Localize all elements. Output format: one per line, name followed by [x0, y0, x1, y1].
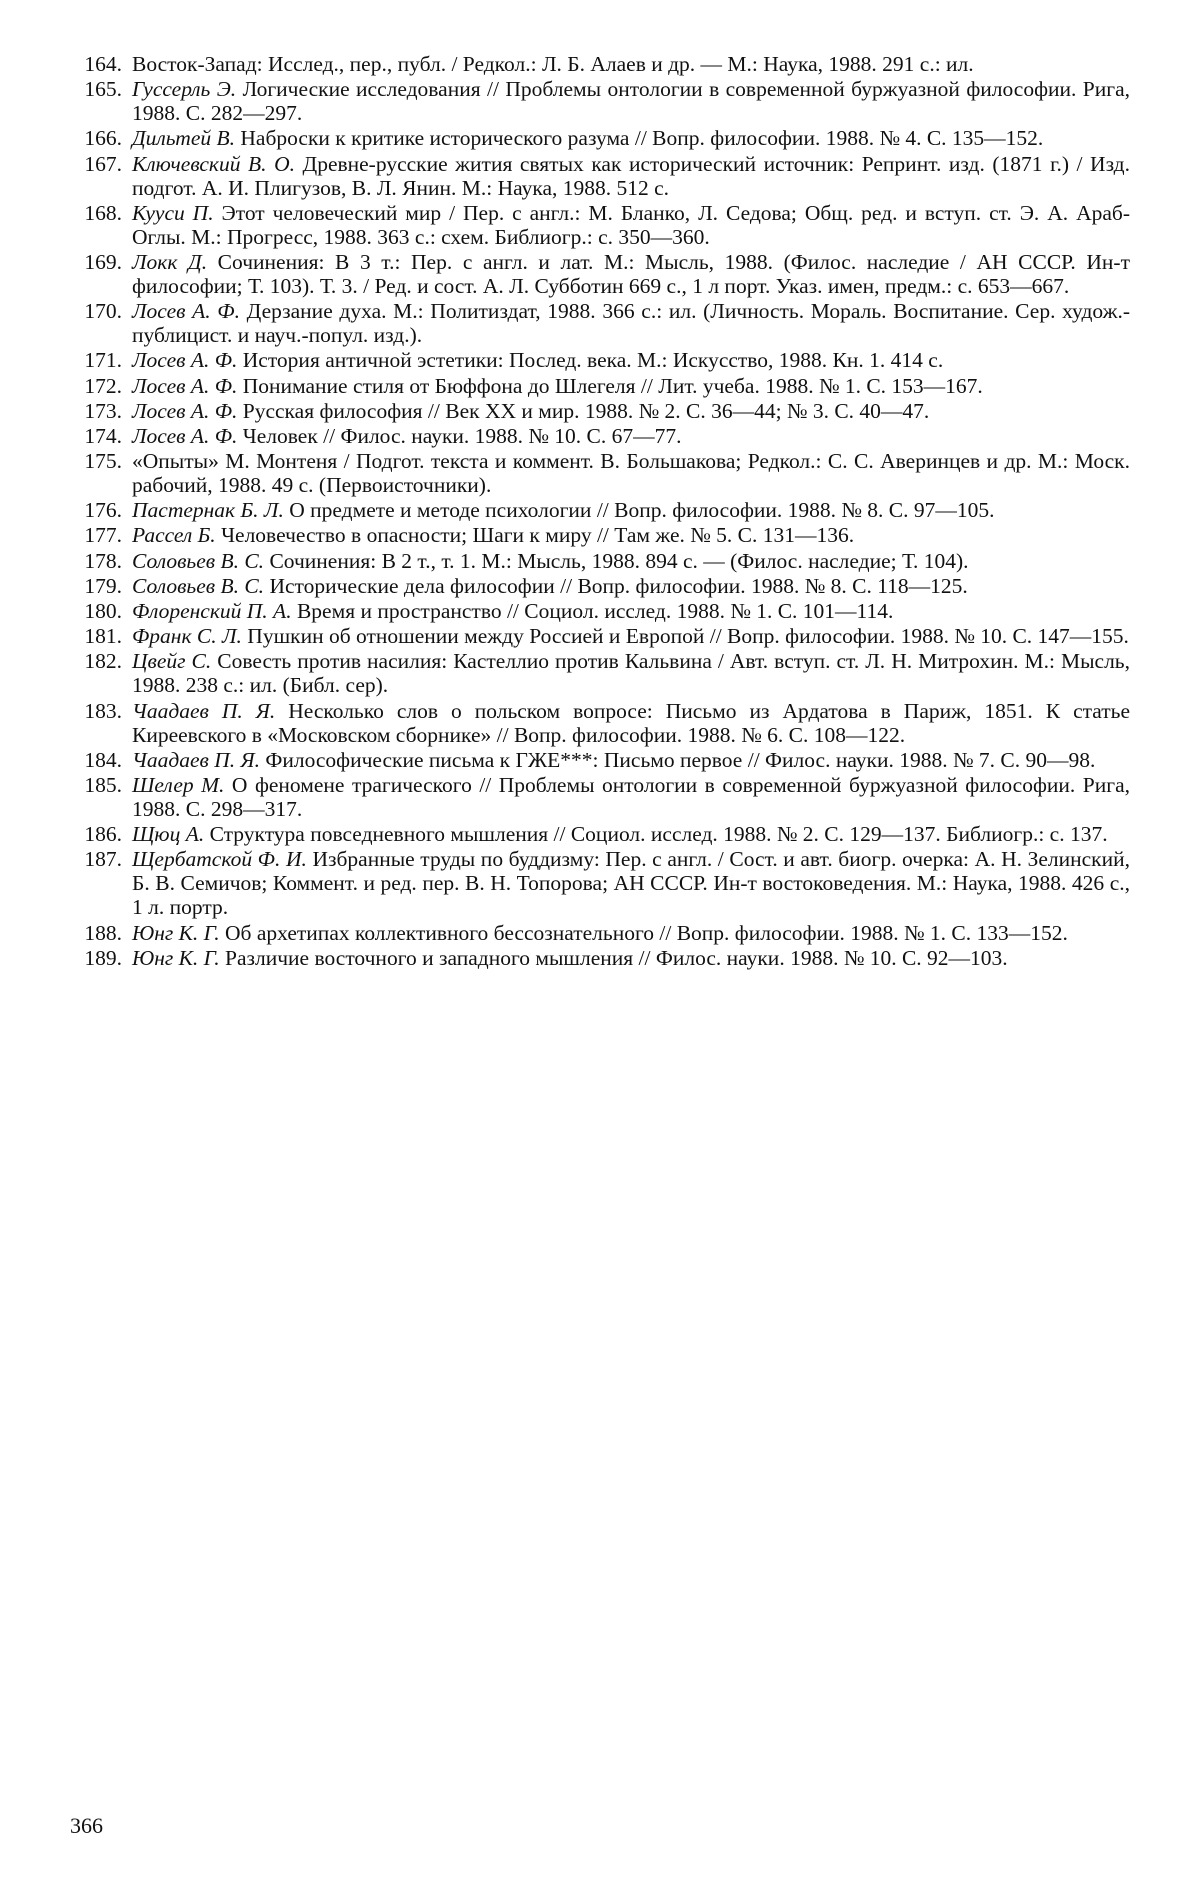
- entry-description: Логические исследования // Проблемы онтологии в современной буржуазной философии. Рига, 1988. С. 282—297.: [132, 77, 1130, 126]
- entry-number: 184.: [84, 747, 122, 772]
- entry-description: Сочинения: В 3 т.: Пер. с англ. и лат. М.: Мысль, 1988. (Филос. наследие / АН СССР. Ин-т философии; Т. 103). Т. 3. / Ред. и сост. А. Л. Субботин 669 с., 1 л порт. Указ. имен, предм.: с. 653—667.: [132, 249, 1130, 298]
- entry-number: 172.: [84, 373, 122, 398]
- entry-description: О предмете и методе психологии // Вопр. философии. 1988. № 8. С. 97—105.: [283, 498, 995, 523]
- entry-text: [132, 649, 1130, 697]
- bibliography-entry: [70, 201, 1130, 249]
- entry-text: [132, 126, 1130, 150]
- entry-description: Понимание стиля от Бюффона до Шлегеля // Лит. учеба. 1988. № 1. С. 153—167.: [237, 373, 983, 398]
- entry-number: 185.: [84, 772, 122, 797]
- bibliography-entry: [70, 946, 1130, 970]
- entry-author: Франк С. Л.: [132, 624, 242, 649]
- entry-text: [132, 152, 1130, 200]
- entry-number: 177.: [84, 523, 122, 548]
- bibliography-entry: [70, 250, 1130, 298]
- entry-description: Человечество в опасности; Шаги к миру // Там же. № 5. С. 131—136.: [215, 523, 855, 548]
- entry-author: Лосев А. Ф.: [132, 423, 238, 448]
- entry-number: 178.: [84, 548, 122, 573]
- entry-description: Пушкин об отношении между Россией и Европой // Вопр. философии. 1988. № 10. С. 147—155.: [241, 624, 1129, 649]
- entry-number: 167.: [84, 151, 122, 176]
- entry-author: Лосев А. Ф.: [132, 398, 238, 423]
- entry-text: [132, 299, 1130, 347]
- entry-number: 183.: [84, 698, 122, 723]
- entry-author: Юнг К. Г.: [132, 945, 220, 970]
- entry-author: Чаадаев П. Я.: [132, 698, 276, 723]
- entry-text: [132, 822, 1130, 846]
- entry-number: 170.: [84, 299, 122, 324]
- bibliography-entry: [70, 549, 1130, 573]
- entry-number: 168.: [84, 200, 122, 225]
- entry-author: Щюц А.: [132, 822, 205, 847]
- entry-text: [132, 52, 1130, 76]
- entry-number: 175.: [84, 449, 122, 474]
- entry-description: Русская философия // Век XX и мир. 1988. № 2. С. 36—44; № 3. С. 40—47.: [237, 398, 930, 423]
- entry-description: Восток-Запад: Исслед., пер., публ. / Редкол.: Л. Б. Алаев и др. — М.: Наука, 1988. 291 с.: ил.: [132, 52, 974, 76]
- bibliography-entry: [70, 599, 1130, 623]
- entry-text: [132, 77, 1130, 125]
- entry-author: Соловьев В. С.: [132, 548, 265, 573]
- entry-author: Цвейг С.: [132, 649, 212, 674]
- entry-description: Избранные труды по буддизму: Пер. с англ. / Сост. и авт. биогр. очерка: А. Н. Зелинский, Б. В. Семичов; Коммент. и ред. пер. В. Н. Топорова; АН СССР. Ин-т востоковедения. М.: Наука, 1988. 426 с., 1 л. портр.: [132, 847, 1130, 920]
- bibliography-entry: [70, 498, 1130, 522]
- entry-author: Гуссерль Э.: [132, 77, 237, 102]
- page-number: 366: [70, 1813, 103, 1838]
- entry-number: 176.: [84, 498, 122, 523]
- bibliography-entry: [70, 348, 1130, 372]
- entry-number: 179.: [84, 573, 122, 598]
- entry-description: Наброски к критике исторического разума // Вопр. философии. 1988. № 4. С. 135—152.: [235, 126, 1044, 151]
- bibliography-entry: [70, 649, 1130, 697]
- entry-text: [132, 399, 1130, 423]
- entry-author: Лосев А. Ф.: [132, 299, 240, 324]
- entry-text: [132, 424, 1130, 448]
- bibliography-entry: [70, 77, 1130, 125]
- entry-author: Ключевский В. О.: [132, 151, 295, 176]
- entry-text: [132, 773, 1130, 821]
- entry-number: 182.: [84, 649, 122, 674]
- entry-description: Исторические дела философии // Вопр. философии. 1988. № 8. С. 118—125.: [264, 573, 968, 598]
- entry-description: История античной эстетики: Послед. века. М.: Искусство, 1988. Кн. 1. 414 с.: [237, 348, 944, 373]
- entry-author: Дильтей В.: [132, 126, 236, 151]
- bibliography-entry: [70, 699, 1130, 747]
- entry-text: [132, 946, 1130, 970]
- bibliography-entry: [70, 773, 1130, 821]
- entry-author: Лосев А. Ф.: [132, 373, 238, 398]
- entry-text: [132, 624, 1130, 648]
- entry-author: Кууси П.: [132, 200, 214, 225]
- entry-description: О феномене трагического // Проблемы онтологии в современной буржуазной философии. Рига, 1988. С. 298—317.: [132, 772, 1130, 821]
- entry-number: 166.: [84, 126, 122, 151]
- entry-number: 188.: [84, 920, 122, 945]
- entry-text: [132, 348, 1130, 372]
- entry-number: 189.: [84, 945, 122, 970]
- bibliography-entry: [70, 399, 1130, 423]
- entry-author: Чаадаев П. Я.: [132, 747, 260, 772]
- bibliography-entry: [70, 822, 1130, 846]
- entry-description: Сочинения: В 2 т., т. 1. М.: Мысль, 1988. 894 с. — (Филос. наследие; Т. 104).: [264, 548, 969, 573]
- entry-text: [132, 699, 1130, 747]
- entry-description: Философические письма к ГЖЕ***: Письмо первое // Филос. науки. 1988. № 7. С. 90—98.: [259, 747, 1096, 772]
- entry-number: 187.: [84, 847, 122, 872]
- bibliography-entry: [70, 424, 1130, 448]
- entry-description: Человек // Филос. науки. 1988. № 10. С. 67—77.: [237, 423, 682, 448]
- entry-text: [132, 498, 1130, 522]
- entry-description: «Опыты» М. Монтеня / Подгот. текста и коммент. В. Большакова; Редкол.: С. С. Аверинцев и др. М.: Моск. рабочий, 1988. 49 с. (Первоисточники).: [132, 449, 1130, 498]
- entry-number: 164.: [84, 52, 122, 76]
- entry-text: [132, 523, 1130, 547]
- entry-text: [132, 549, 1130, 573]
- entry-number: 186.: [84, 822, 122, 847]
- entry-author: Лосев А. Ф.: [132, 348, 238, 373]
- entry-number: 181.: [84, 624, 122, 649]
- entry-author: Щербатской Ф. И.: [132, 847, 307, 872]
- entry-description: Несколько слов о польском вопросе: Письмо из Ардатова в Париж, 1851. К статье Киреевского в «Московском сборнике» // Вопр. философии. 1988. № 6. С. 108—122.: [132, 698, 1130, 747]
- entry-author: Флоренский П. А.: [132, 599, 292, 623]
- entry-number: 174.: [84, 423, 122, 448]
- bibliography-entry: [70, 152, 1130, 200]
- entry-text: [132, 449, 1130, 497]
- entry-author: Шелер М.: [132, 772, 225, 797]
- entry-description: Этот человеческий мир / Пер. с англ.: М. Бланко, Л. Седова; Общ. ред. и вступ. ст. Э. А. Араб-Оглы. М.: Прогресс, 1988. 363 с.: схем. Библиогр.: с. 350—360.: [132, 200, 1130, 249]
- entry-author: Рассел Б.: [132, 523, 216, 548]
- entry-description: Время и пространство // Социол. исслед. 1988. № 1. С. 101—114.: [291, 599, 894, 623]
- entry-number: 169.: [84, 249, 122, 274]
- entry-description: Дерзание духа. М.: Политиздат, 1988. 366 с.: ил. (Личность. Мораль. Воспитание. Сер. худож.-публицист. и науч.-попул. изд.).: [132, 299, 1130, 348]
- bibliography-list: [70, 52, 1130, 971]
- entry-text: [132, 574, 1130, 598]
- bibliography-entry: [70, 299, 1130, 347]
- bibliography-entry: [70, 523, 1130, 547]
- bibliography-entry: [70, 574, 1130, 598]
- entry-number: 173.: [84, 398, 122, 423]
- entry-text: [132, 250, 1130, 298]
- bibliography-entry: [70, 374, 1130, 398]
- entry-number: 171.: [84, 348, 122, 373]
- entry-author: Пастернак Б. Л.: [132, 498, 284, 523]
- bibliography-entry: [70, 847, 1130, 919]
- entry-number: 165.: [84, 77, 122, 102]
- bibliography-entry: [70, 449, 1130, 497]
- bibliography-entry: [70, 126, 1130, 150]
- entry-description: Об архетипах коллективного бессознательного // Вопр. философии. 1988. № 1. С. 133—152.: [219, 920, 1068, 945]
- entry-text: [132, 599, 1130, 623]
- entry-text: [132, 201, 1130, 249]
- entry-description: Совесть против насилия: Кастеллио против Кальвина / Авт. вступ. ст. Л. Н. Митрохин. М.: Мысль, 1988. 238 с.: ил. (Библ. сер).: [132, 649, 1130, 698]
- entry-text: [132, 748, 1130, 772]
- entry-text: [132, 374, 1130, 398]
- entry-description: Структура повседневного мышления // Социол. исслед. 1988. № 2. С. 129—137. Библиогр.: с. 137.: [204, 822, 1108, 847]
- bibliography-entry: [70, 624, 1130, 648]
- entry-text: [132, 921, 1130, 945]
- entry-description: Древне-русские жития святых как исторический источник: Репринт. изд. (1871 г.) / Изд. подгот. А. И. Плигузов, В. Л. Янин. М.: Наука, 1988. 512 с.: [132, 151, 1130, 200]
- entry-author: Соловьев В. С.: [132, 573, 265, 598]
- bibliography-entry: [70, 52, 1130, 76]
- entry-author: Локк Д.: [132, 249, 208, 274]
- bibliography-entry: [70, 748, 1130, 772]
- entry-author: Юнг К. Г.: [132, 920, 220, 945]
- entry-text: [132, 847, 1130, 919]
- entry-number: 180.: [84, 599, 122, 623]
- bibliography-entry: [70, 921, 1130, 945]
- entry-description: Различие восточного и западного мышления // Филос. науки. 1988. № 10. С. 92—103.: [219, 945, 1008, 970]
